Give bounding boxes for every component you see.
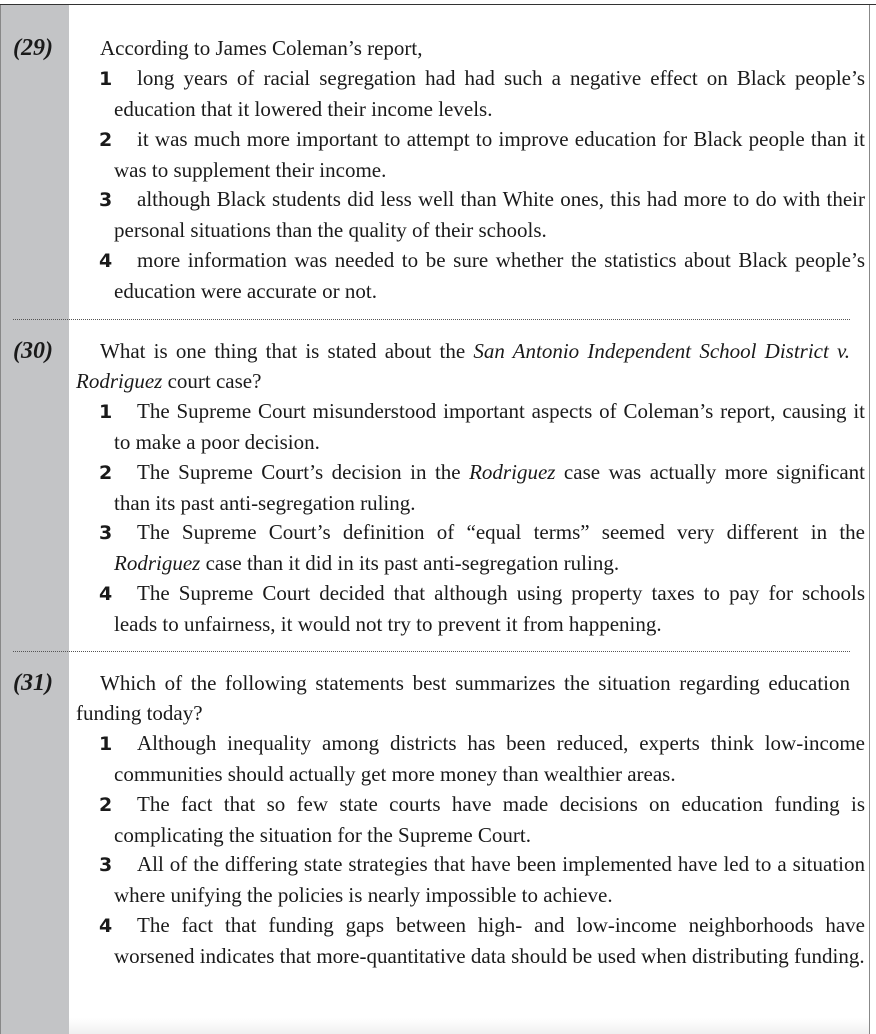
choice-text: long years of racial segregation had had such a negative effect on Black people’s education that it lowered their income levels. xyxy=(114,66,865,122)
choice-4[interactable] xyxy=(99,245,865,306)
choice-number: 1 xyxy=(99,401,113,423)
choice-3[interactable] xyxy=(99,184,865,245)
choice-text: it was much more important to attempt to improve education for Black people than it was to supplement their income. xyxy=(114,127,865,183)
choice-number: 3 xyxy=(99,522,113,544)
question-number: (31) xyxy=(13,670,53,696)
choice-4[interactable] xyxy=(99,910,865,971)
choice-text: The Supreme Court’s definition of “equal terms” seemed very different in the xyxy=(137,520,865,544)
choice-number: 2 xyxy=(99,794,113,816)
choice-text: although Black students did less well than White ones, this had more to do with their personal situations than the quality of their schools. xyxy=(114,187,865,243)
choice-text: case was actually more significant than its past anti-segregation ruling. xyxy=(114,460,865,516)
choice-text: more information was needed to be sure whether the statistics about Black people’s education were accurate or not. xyxy=(114,248,865,304)
case-name: Rodriguez xyxy=(114,551,201,576)
page-border-right xyxy=(869,5,870,1034)
choice-number: 4 xyxy=(99,915,113,937)
choice-1[interactable] xyxy=(99,728,865,789)
choice-text: Although inequality among districts has been reduced, experts think low-income communities should actually get more money than wealthier areas. xyxy=(114,731,865,787)
choice-1[interactable] xyxy=(99,396,865,457)
case-name: Rodriguez xyxy=(469,460,556,484)
choice-number: 1 xyxy=(99,733,113,755)
page-border-left xyxy=(0,5,1,1034)
choice-text: The Supreme Court’s decision in the xyxy=(137,460,470,484)
choice-number: 3 xyxy=(99,854,113,876)
choice-number: 3 xyxy=(99,189,113,211)
choice-text: The fact that so few state courts have made decisions on education funding is complicating the situation for the Supreme Court. xyxy=(114,792,865,848)
top-rule xyxy=(0,4,876,5)
choice-number: 2 xyxy=(99,462,113,484)
question-stem: According to James Coleman’s report, xyxy=(100,36,423,60)
choice-number: 4 xyxy=(99,583,113,605)
question-divider xyxy=(13,319,850,320)
stem-text: court case? xyxy=(162,369,262,394)
choice-text: The Supreme Court misunderstood important aspects of Coleman’s report, causing it to make a poor decision. xyxy=(114,399,865,455)
choice-1[interactable] xyxy=(99,63,865,124)
left-gutter xyxy=(0,5,69,1034)
choice-text: The Supreme Court decided that although using property taxes to pay for schools leads to unfairness, it would not try to prevent it from happening. xyxy=(114,581,865,637)
choice-3[interactable] xyxy=(99,517,865,578)
case-name: San Antonio Independent School District v. Rodriguez xyxy=(76,339,851,394)
choice-text: case than it did in its past anti-segregation ruling. xyxy=(200,551,620,576)
page-bottom-shade xyxy=(69,1018,869,1034)
question-number: (29) xyxy=(13,35,53,61)
choice-text: The fact that funding gaps between high- and low-income neighborhoods have worsened indicates that more-quantitative data should be used when distributing funding. xyxy=(114,913,865,969)
choice-2[interactable] xyxy=(99,789,865,850)
question-number: (30) xyxy=(13,338,53,364)
question-stem: Which of the following statements best summarizes the situation regarding education funding today? xyxy=(76,671,850,726)
question-stem xyxy=(76,336,850,396)
choice-number: 4 xyxy=(99,250,113,272)
choice-4[interactable] xyxy=(99,578,865,639)
choice-text: All of the differing state strategies that have been implemented have led to a situation where unifying the policies is nearly impossible to achieve. xyxy=(114,852,865,908)
question-divider xyxy=(13,651,850,652)
stem-text: What is one thing that is stated about the xyxy=(100,339,474,363)
choice-3[interactable] xyxy=(99,849,865,910)
choice-2[interactable] xyxy=(99,124,865,185)
choice-number: 1 xyxy=(99,68,113,90)
choice-2[interactable] xyxy=(99,457,865,518)
choice-number: 2 xyxy=(99,129,113,151)
